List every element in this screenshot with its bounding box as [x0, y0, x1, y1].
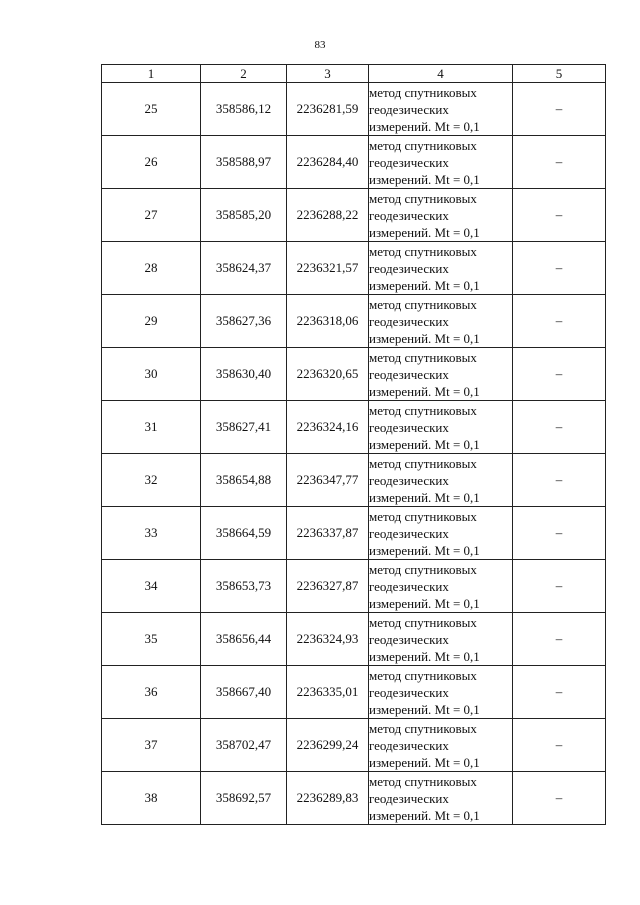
method-line: измерений. Mt = 0,1 — [369, 701, 480, 717]
table-row — [102, 83, 606, 136]
table-row — [102, 401, 606, 454]
method-line: метод спутниковых — [369, 243, 477, 259]
table-row — [102, 295, 606, 348]
method-line: метод спутниковых — [369, 84, 477, 100]
header-col-3: 3 — [287, 65, 369, 83]
method-line: метод спутниковых — [369, 508, 477, 524]
method-line: геодезических — [369, 419, 449, 435]
method-line: метод спутниковых — [369, 190, 477, 206]
point-number-cell: 36 — [102, 666, 201, 719]
y-coordinate-cell: 2236327,87 — [287, 560, 369, 613]
table-row — [102, 507, 606, 560]
method-cell — [369, 666, 513, 719]
x-coordinate-cell: 358664,59 — [201, 507, 287, 560]
method-line: измерений. Mt = 0,1 — [369, 118, 480, 134]
method-line: измерений. Mt = 0,1 — [369, 595, 480, 611]
point-number-cell: 30 — [102, 348, 201, 401]
description-cell: – — [513, 348, 606, 401]
x-coordinate-cell: 358630,40 — [201, 348, 287, 401]
method-cell — [369, 772, 513, 825]
x-coordinate-cell: 358692,57 — [201, 772, 287, 825]
description-cell: – — [513, 560, 606, 613]
header-col-5: 5 — [513, 65, 606, 83]
method-line: измерений. Mt = 0,1 — [369, 542, 480, 558]
coordinates-table — [101, 64, 606, 825]
method-cell — [369, 719, 513, 772]
description-cell: – — [513, 401, 606, 454]
point-number-cell: 31 — [102, 401, 201, 454]
x-coordinate-cell: 358585,20 — [201, 189, 287, 242]
table-body — [102, 83, 606, 825]
method-cell — [369, 560, 513, 613]
method-line: измерений. Mt = 0,1 — [369, 224, 480, 240]
point-number-cell: 32 — [102, 454, 201, 507]
description-cell: – — [513, 295, 606, 348]
method-cell — [369, 189, 513, 242]
method-line: геодезических — [369, 207, 449, 223]
method-line: измерений. Mt = 0,1 — [369, 807, 480, 823]
table-row — [102, 189, 606, 242]
method-line: геодезических — [369, 578, 449, 594]
method-line: измерений. Mt = 0,1 — [369, 436, 480, 452]
description-cell: – — [513, 666, 606, 719]
table-row — [102, 719, 606, 772]
header-col-1: 1 — [102, 65, 201, 83]
method-line: измерений. Mt = 0,1 — [369, 489, 480, 505]
method-line: геодезических — [369, 684, 449, 700]
method-line: геодезических — [369, 525, 449, 541]
method-cell — [369, 242, 513, 295]
method-cell — [369, 401, 513, 454]
y-coordinate-cell: 2236289,83 — [287, 772, 369, 825]
method-line: геодезических — [369, 366, 449, 382]
point-number-cell: 29 — [102, 295, 201, 348]
method-cell — [369, 136, 513, 189]
page-number: 83 — [314, 39, 326, 51]
method-line: геодезических — [369, 790, 449, 806]
table-row — [102, 560, 606, 613]
point-number-cell: 25 — [102, 83, 201, 136]
y-coordinate-cell: 2236324,93 — [287, 613, 369, 666]
y-coordinate-cell: 2236299,24 — [287, 719, 369, 772]
method-cell — [369, 295, 513, 348]
point-number-cell: 35 — [102, 613, 201, 666]
description-cell: – — [513, 613, 606, 666]
table-row — [102, 136, 606, 189]
description-cell: – — [513, 772, 606, 825]
method-line: геодезических — [369, 260, 449, 276]
method-line: метод спутниковых — [369, 402, 477, 418]
method-line: метод спутниковых — [369, 296, 477, 312]
x-coordinate-cell: 358656,44 — [201, 613, 287, 666]
method-line: геодезических — [369, 737, 449, 753]
description-cell: – — [513, 136, 606, 189]
point-number-cell: 33 — [102, 507, 201, 560]
y-coordinate-cell: 2236321,57 — [287, 242, 369, 295]
method-line: метод спутниковых — [369, 667, 477, 683]
description-cell: – — [513, 189, 606, 242]
table-row — [102, 242, 606, 295]
x-coordinate-cell: 358702,47 — [201, 719, 287, 772]
y-coordinate-cell: 2236284,40 — [287, 136, 369, 189]
method-line: геодезических — [369, 631, 449, 647]
description-cell: – — [513, 507, 606, 560]
method-line: метод спутниковых — [369, 561, 477, 577]
x-coordinate-cell: 358654,88 — [201, 454, 287, 507]
method-line: измерений. Mt = 0,1 — [369, 648, 480, 664]
method-cell — [369, 83, 513, 136]
x-coordinate-cell: 358627,36 — [201, 295, 287, 348]
y-coordinate-cell: 2236318,06 — [287, 295, 369, 348]
x-coordinate-cell: 358653,73 — [201, 560, 287, 613]
method-line: метод спутниковых — [369, 614, 477, 630]
method-line: метод спутниковых — [369, 720, 477, 736]
y-coordinate-cell: 2236281,59 — [287, 83, 369, 136]
description-cell: – — [513, 242, 606, 295]
method-cell — [369, 454, 513, 507]
method-cell — [369, 507, 513, 560]
point-number-cell: 38 — [102, 772, 201, 825]
y-coordinate-cell: 2236324,16 — [287, 401, 369, 454]
method-line: метод спутниковых — [369, 455, 477, 471]
method-line: геодезических — [369, 313, 449, 329]
table-row — [102, 666, 606, 719]
y-coordinate-cell: 2236335,01 — [287, 666, 369, 719]
y-coordinate-cell: 2236337,87 — [287, 507, 369, 560]
method-cell — [369, 613, 513, 666]
description-cell: – — [513, 719, 606, 772]
x-coordinate-cell: 358627,41 — [201, 401, 287, 454]
method-line: геодезических — [369, 472, 449, 488]
method-line: измерений. Mt = 0,1 — [369, 754, 480, 770]
x-coordinate-cell: 358588,97 — [201, 136, 287, 189]
table-row — [102, 772, 606, 825]
method-line: измерений. Mt = 0,1 — [369, 277, 480, 293]
point-number-cell: 34 — [102, 560, 201, 613]
point-number-cell: 26 — [102, 136, 201, 189]
method-line: измерений. Mt = 0,1 — [369, 383, 480, 399]
table-row — [102, 348, 606, 401]
table-row — [102, 613, 606, 666]
x-coordinate-cell: 358667,40 — [201, 666, 287, 719]
table-row — [102, 454, 606, 507]
method-line: измерений. Mt = 0,1 — [369, 330, 480, 346]
point-number-cell: 37 — [102, 719, 201, 772]
method-line: измерений. Mt = 0,1 — [369, 171, 480, 187]
y-coordinate-cell: 2236320,65 — [287, 348, 369, 401]
x-coordinate-cell: 358586,12 — [201, 83, 287, 136]
y-coordinate-cell: 2236347,77 — [287, 454, 369, 507]
x-coordinate-cell: 358624,37 — [201, 242, 287, 295]
method-line: метод спутниковых — [369, 349, 477, 365]
point-number-cell: 27 — [102, 189, 201, 242]
header-col-4: 4 — [369, 65, 513, 83]
point-number-cell: 28 — [102, 242, 201, 295]
method-line: метод спутниковых — [369, 137, 477, 153]
method-line: геодезических — [369, 154, 449, 170]
description-cell: – — [513, 454, 606, 507]
table-header-row — [102, 65, 606, 83]
y-coordinate-cell: 2236288,22 — [287, 189, 369, 242]
description-cell: – — [513, 83, 606, 136]
method-cell — [369, 348, 513, 401]
header-col-2: 2 — [201, 65, 287, 83]
method-line: геодезических — [369, 101, 449, 117]
method-line: метод спутниковых — [369, 773, 477, 789]
